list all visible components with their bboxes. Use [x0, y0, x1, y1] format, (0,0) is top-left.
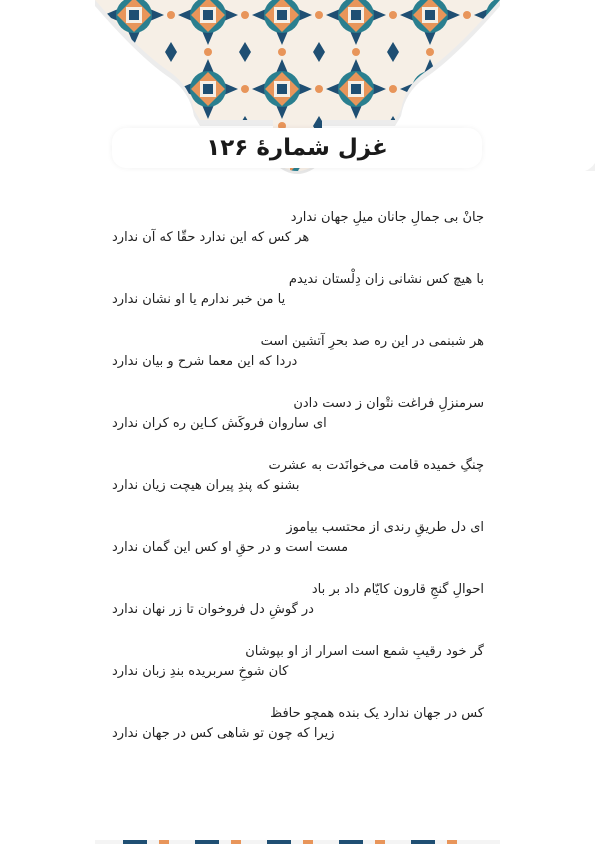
verse-second-hemistich: یا من خبر ندارم یا او نشان ندارد: [112, 292, 286, 307]
verse: [112, 518, 484, 580]
verse-second-hemistich: مست است و در حقِ او کس این گمان ندارد: [112, 540, 349, 555]
verse: [112, 704, 484, 766]
verse-first-hemistich: سرمنزلِ فراغت نتْوان ز دست دادن: [293, 396, 484, 411]
verse-second-hemistich: کان شوخِ سربریده بندِ زبان ندارد: [112, 664, 289, 679]
verse-second-hemistich: در گوشِ دل فروخوان تا زر نهان ندارد: [112, 602, 314, 617]
corner-mark: [581, 163, 595, 171]
verse: [112, 332, 484, 394]
verse: [112, 270, 484, 332]
verse: [112, 208, 484, 270]
verse: [112, 456, 484, 518]
verse-first-hemistich: جانْ بی جمالِ جانان میلِ جهان ندارد: [290, 210, 484, 225]
verse-second-hemistich: بشنو که پندِ پیران هیچت زیان ندارد: [112, 478, 300, 493]
verse-first-hemistich: احوالِ گنجِ قارون کایّام داد بر باد: [311, 582, 484, 597]
verse-first-hemistich: هر شبنمی در این ره صد بحرِ آتشین است: [260, 334, 484, 349]
verse-first-hemistich: ای دل طریقِ رندی از محتسب بیاموز: [286, 520, 484, 535]
verse-first-hemistich: چنگِ خمیده قامت می‌خوانَدت به عشرت: [268, 458, 484, 473]
footer-tile-ornament: [95, 832, 500, 844]
verse: [112, 642, 484, 704]
poem: [112, 208, 484, 766]
verse-second-hemistich: هر کس که این ندارد حقّا که آن ندارد: [112, 230, 310, 245]
page-title: غزل شمارهٔ ۱۲۶: [206, 135, 388, 161]
verse-first-hemistich: با هیچ کس نشانی زان دِلْستان ندیدم: [288, 272, 484, 287]
verse-second-hemistich: دردا که این معما شرح و بیان ندارد: [112, 354, 298, 369]
verse-second-hemistich: ای ساروان فروکَش کـاین ره کران ندارد: [112, 416, 327, 431]
verse: [112, 394, 484, 456]
verse-second-hemistich: زیرا که چون تو شاهی کس در جهان ندارد: [112, 726, 335, 741]
verse-first-hemistich: کس در جهان ندارد یک بنده همچو حافظ: [270, 706, 484, 721]
verse-first-hemistich: گر خود رقیبِ شمع است اسرار از او بپوشان: [245, 644, 484, 659]
verse: [112, 580, 484, 642]
